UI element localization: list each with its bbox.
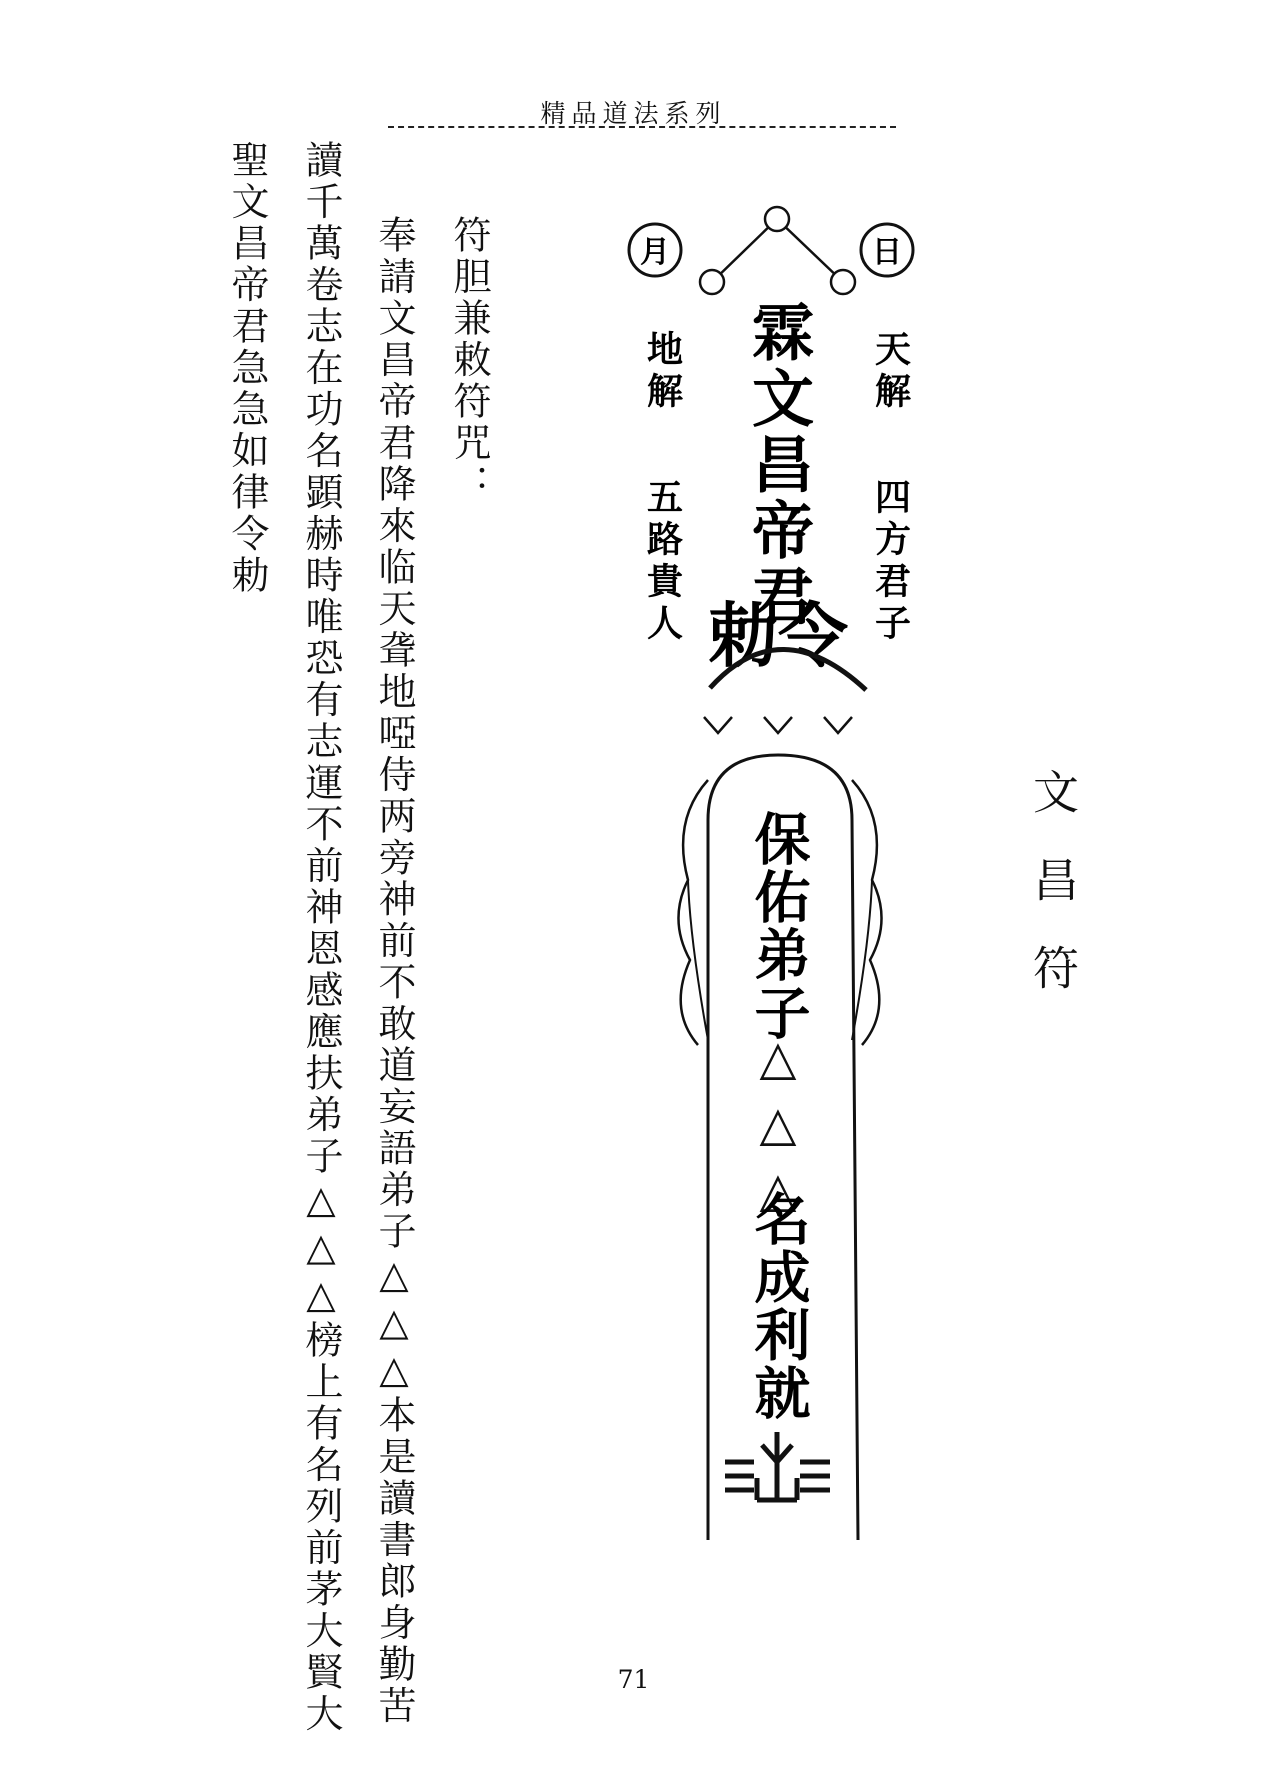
chevron-left [704, 717, 732, 733]
left-bottom-label: 五路貴人 [641, 478, 683, 646]
right-top-label: 天解 [869, 330, 911, 414]
sun-label: 日 [872, 235, 902, 270]
seal-glyph [725, 1432, 830, 1500]
incantation-line-3: 聖文昌帝君急急如律令勅 [225, 140, 269, 597]
right-bottom-label: 四方君子 [869, 478, 911, 646]
chevron-mid [764, 717, 792, 733]
command-glyph: 勅令 [708, 595, 848, 677]
chevron-right [824, 717, 852, 733]
series-header: 精品道法系列 [540, 99, 727, 128]
moon-label: 月 [640, 235, 670, 270]
star-left [700, 270, 724, 294]
incantation-heading: 符胆兼敕符咒： [447, 215, 491, 506]
body-placeholders: △△△ [750, 1030, 806, 1228]
deity-name: 霖文昌帝君 [741, 300, 815, 630]
page-number: 71 [617, 1665, 650, 1694]
star-right [831, 270, 855, 294]
left-scallops [678, 780, 708, 1045]
incantation-line-1: 奉請文昌帝君降來临天聋地啞侍两旁神前不敢道妄語弟子△△△本是讀書郎身勤苦 [372, 215, 416, 1727]
body-success: 名成利就 [745, 1190, 811, 1422]
left-top-label: 地解 [641, 330, 683, 414]
star-top [765, 207, 789, 231]
body-blessing: 保佑弟子 [745, 810, 811, 1042]
incantation-line-2: 讀千萬卷志在功名顕赫時唯恐有志運不前神恩感應扶弟子△△△榜上有名列前茅大賢大 [299, 140, 343, 1735]
right-scallops [852, 780, 882, 1045]
talisman-title: 文昌符 [1026, 768, 1080, 1032]
